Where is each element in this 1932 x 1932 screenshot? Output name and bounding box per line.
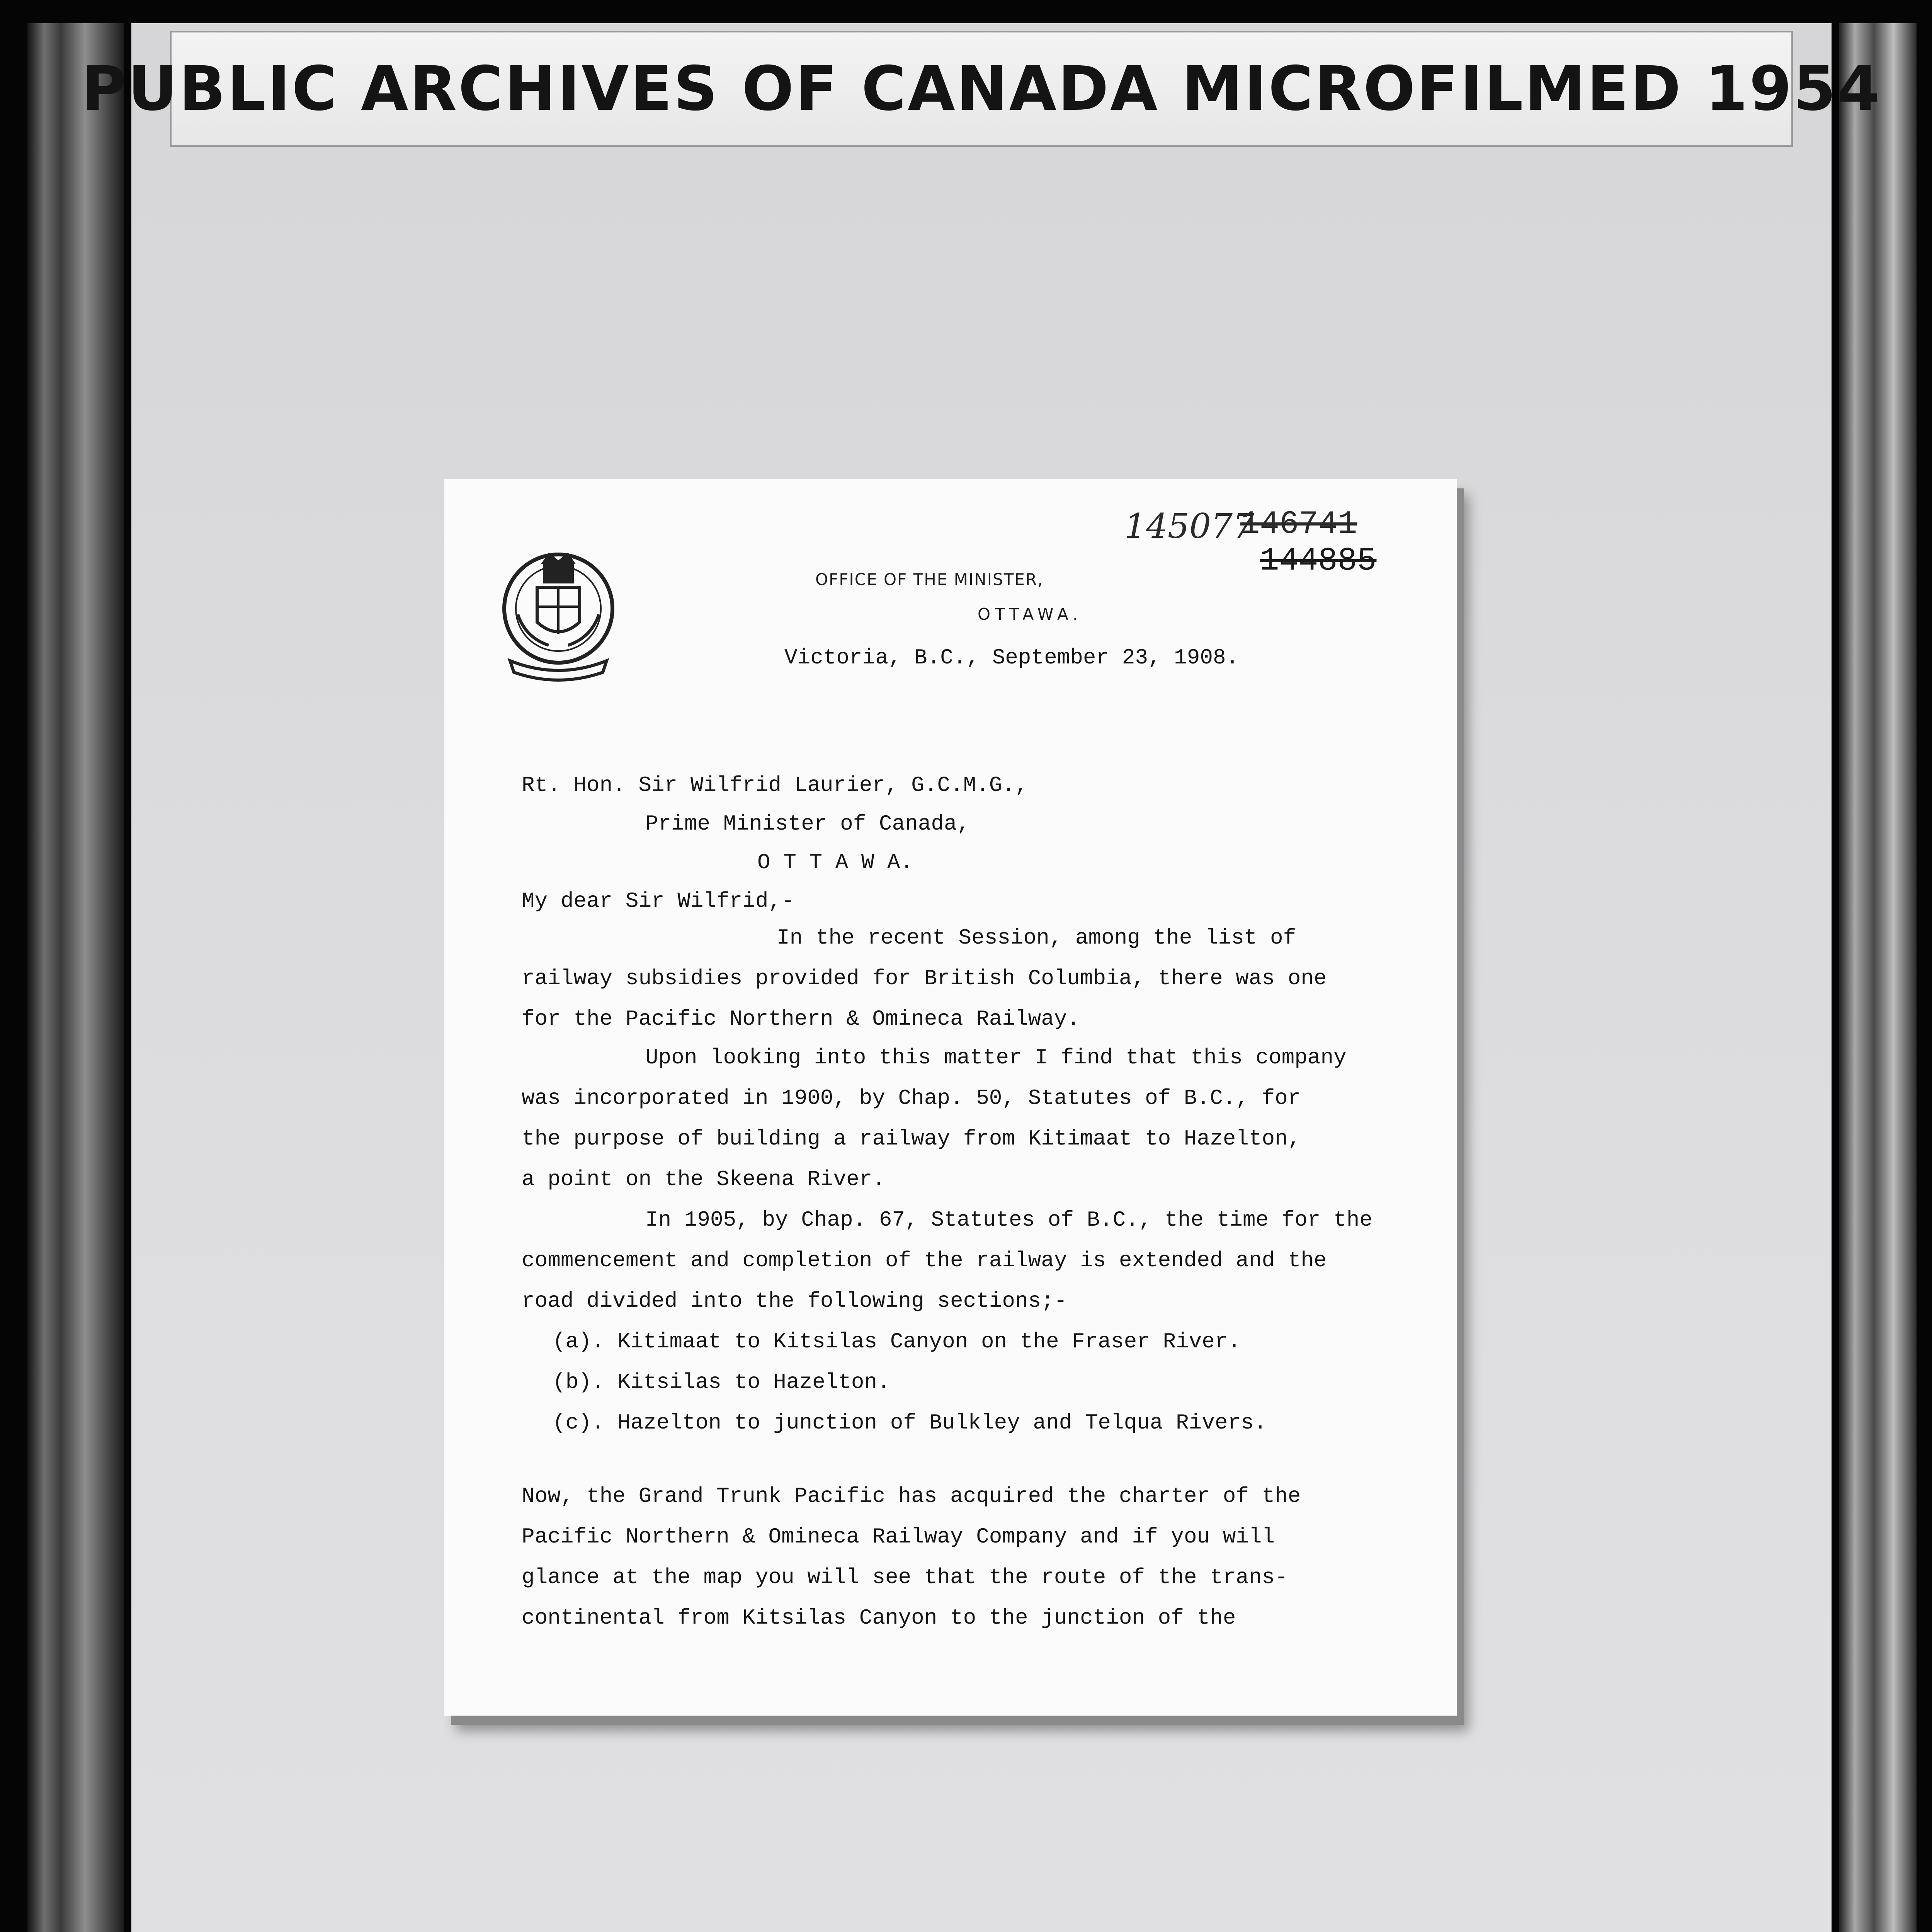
body-line: Now, the Grand Trunk Pacific has acquired the charter of the — [522, 1484, 1301, 1509]
body-line: road divided into the following sections;- — [522, 1289, 1067, 1313]
body-line: (a). Kitimaat to Kitsilas Canyon on the Fraser River. — [553, 1329, 1241, 1354]
recipient-line-3: O T T A W A. — [757, 850, 913, 875]
letter-page — [444, 479, 1457, 1716]
body-line: In 1905, by Chap. 67, Statutes of B.C., the time for the — [645, 1208, 1372, 1232]
archive-header-text: PUBLIC ARCHIVES OF CANADA MICROFILMED 1954 — [82, 53, 1881, 124]
salutation: My dear Sir Wilfrid,- — [522, 889, 794, 913]
body-line: for the Pacific Northern & Omineca Railway. — [522, 1007, 1080, 1031]
archive-header-label — [82, 31, 1881, 147]
body-line: railway subsidies provided for British Columbia, there was one — [522, 966, 1327, 991]
inland-revenue-crest-icon — [495, 545, 622, 688]
body-line: In the recent Session, among the list of — [777, 925, 1296, 950]
body-line: commencement and completion of the railway is extended and the — [522, 1248, 1327, 1273]
body-line: continental from Kitsilas Canyon to the junction of the — [522, 1605, 1236, 1630]
film-edge-right — [1839, 23, 1917, 1932]
film-edge-left — [27, 23, 124, 1932]
recipient-line-2: Prime Minister of Canada, — [645, 811, 970, 836]
office-of-the-minister: OFFICE OF THE MINISTER, — [815, 570, 1044, 589]
recipient-line-1: Rt. Hon. Sir Wilfrid Laurier, G.C.M.G., — [522, 773, 1028, 798]
body-line: (b). Kitsilas to Hazelton. — [553, 1370, 890, 1395]
body-line: Pacific Northern & Omineca Railway Company and if you will — [522, 1524, 1275, 1549]
body-line: the purpose of building a railway from Kitimaat to Hazelton, — [522, 1126, 1301, 1151]
date-line: Victoria, B.C., September 23, 1908. — [784, 645, 1239, 670]
handwritten-document-number: 145077 — [1124, 506, 1254, 546]
struck-document-number: 146741 — [1240, 506, 1357, 543]
body-line: was incorporated in 1900, by Chap. 50, Statutes of B.C., for — [522, 1086, 1301, 1111]
body-line: (c). Hazelton to junction of Bulkley and Telqua Rivers. — [553, 1410, 1267, 1435]
letterhead-city: OTTAWA. — [978, 605, 1083, 624]
body-line: a point on the Skeena River. — [522, 1167, 885, 1192]
body-line: glance at the map you will see that the route of the trans- — [522, 1565, 1288, 1590]
struck-second-document-number: 144885 — [1260, 543, 1377, 580]
body-line: Upon looking into this matter I find that this company — [645, 1045, 1347, 1070]
